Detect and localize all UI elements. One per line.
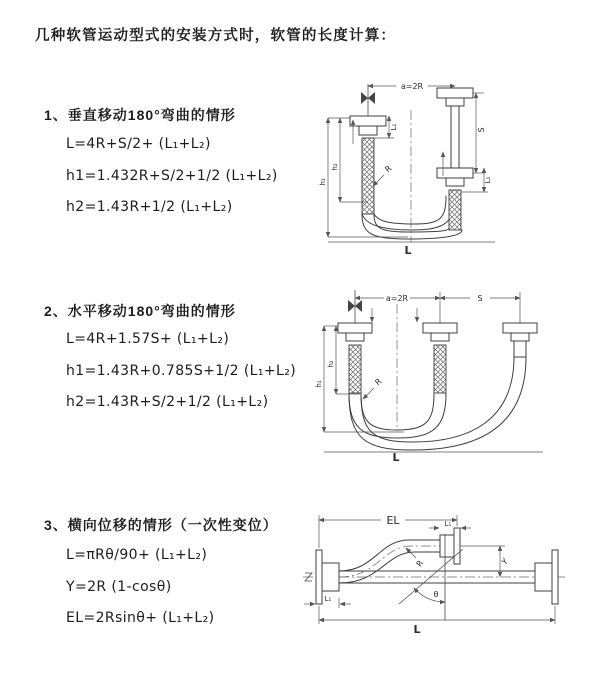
right-pipe-assembly — [503, 323, 537, 357]
right-pipe-assembly — [437, 88, 473, 230]
dim-s-label: S — [477, 294, 483, 303]
flange-plate-upper — [437, 88, 473, 98]
dim-el — [319, 514, 457, 548]
dim-l1-top-label: L₁ — [444, 520, 452, 528]
flange-plate — [350, 116, 386, 126]
dim-length — [319, 606, 555, 636]
braided-hose-section — [449, 190, 461, 230]
dim-span-label: a=2R — [400, 82, 424, 91]
braided-hose-section — [434, 345, 446, 393]
dim-l1-left-label: L₁ — [324, 595, 332, 603]
dim-y-label: Y — [499, 556, 511, 567]
section-1-heading: 1、垂直移动180°弯曲的情形 — [44, 107, 236, 123]
dim-s-label: S — [477, 127, 486, 133]
dim-l1-top — [429, 520, 471, 528]
section-1-formula-h1: h1=1.432R+S/2+1/2 (L₁+L₂) — [66, 168, 278, 184]
flange-neck — [359, 126, 377, 135]
dim-length-label: L — [413, 623, 421, 636]
angle-theta-label: θ — [433, 590, 439, 599]
diagram-vertical-180-bend — [312, 72, 584, 258]
flange-plate-lower — [437, 168, 473, 178]
section-2-formula-h2: h2=1.43R+S/2+1/2 (L₁+L₂) — [66, 394, 269, 410]
section-2-heading: 2、水平移动180°弯曲的情形 — [44, 303, 236, 319]
dim-h1-label: h₁ — [319, 178, 327, 186]
diagram-horizontal-180-bend — [308, 282, 593, 462]
diagram-lateral-displacement — [295, 500, 600, 650]
radius-label: R — [373, 376, 384, 388]
dim-s — [440, 294, 520, 303]
braided-hose-section — [362, 138, 374, 214]
dim-h1-label: h₁ — [315, 380, 323, 388]
section-3-formula-L: L=πRθ/90+ (L₁+L₂) — [66, 547, 208, 563]
radius-callout — [363, 377, 384, 399]
radius-callout — [406, 548, 425, 568]
section-2-formula-h1: h1=1.43R+0.785S+1/2 (L₁+L₂) — [66, 363, 297, 379]
displaced-end-flange — [440, 528, 460, 564]
dim-l1-right-label: L₁ — [484, 176, 492, 184]
dim-span-label: a=2R — [385, 294, 409, 303]
flange-neck — [431, 333, 449, 341]
left-pipe-assembly — [338, 290, 372, 393]
middle-pipe-assembly — [423, 323, 457, 393]
dim-l1-left-label: L₁ — [390, 123, 398, 131]
flange-neck — [346, 333, 364, 341]
dim-s — [473, 93, 486, 173]
flange-plate — [423, 323, 457, 333]
dim-length-label: L — [404, 244, 412, 257]
dim-el-label: EL — [386, 514, 400, 527]
radius-callout — [373, 164, 394, 186]
radius-label: R — [383, 163, 394, 175]
dim-y — [460, 546, 511, 577]
dim-h2-label: h₂ — [327, 360, 335, 368]
section-1-formula-L: L=4R+S/2+ (L₁+L₂) — [66, 136, 211, 152]
section-2-formula-L: L=4R+1.57S+ (L₁+L₂) — [66, 331, 230, 347]
section-3-formula-EL: EL=2Rsinθ+ (L₁+L₂) — [66, 610, 215, 626]
pipe-stub — [514, 341, 526, 357]
right-flange — [535, 550, 558, 604]
dim-length — [324, 451, 543, 464]
flange-plate — [503, 323, 537, 333]
dim-l1-left — [304, 595, 351, 608]
flange-neck-upper — [446, 98, 464, 106]
hose-curves — [362, 196, 462, 239]
dim-length-label: L — [392, 451, 400, 464]
section-3-formula-Y: Y=2R (1-cosθ) — [66, 579, 172, 595]
flange-neck-lower — [446, 178, 464, 186]
displaced-hose — [339, 540, 440, 583]
flange-neck — [511, 333, 529, 341]
left-pipe-assembly — [350, 84, 386, 214]
dim-length — [328, 242, 495, 257]
section-3-heading: 3、横向位移的情形（一次性变位） — [44, 517, 278, 533]
braided-hose-section — [349, 345, 361, 393]
riser-pipe — [451, 106, 459, 168]
flange-plate — [338, 323, 372, 333]
section-1-formula-h2: h2=1.43R+1/2 (L₁+L₂) — [66, 199, 233, 215]
page-title: 几种软管运动型式的安装方式时，软管的长度计算： — [35, 28, 397, 44]
dim-h2-label: h₂ — [331, 163, 339, 171]
dim-span — [355, 292, 520, 323]
radius-label: R — [414, 558, 426, 569]
